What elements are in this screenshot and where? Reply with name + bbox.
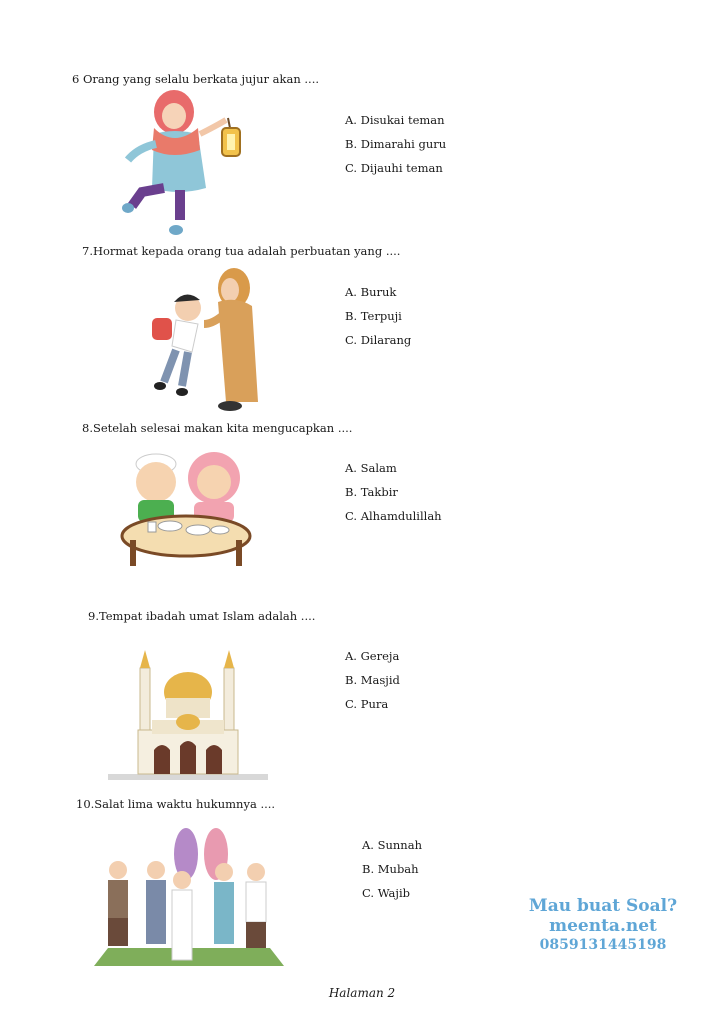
question-9-option-c[interactable]: C. Pura <box>345 697 389 711</box>
question-6-option-a[interactable]: A. Disukai teman <box>345 113 445 127</box>
question-8-option-a[interactable]: A. Salam <box>345 461 397 475</box>
question-10-text: 10.Salat lima waktu hukumnya .... <box>76 797 276 811</box>
question-9-option-b[interactable]: B. Masjid <box>345 673 400 687</box>
question-6-option-c[interactable]: C. Dijauhi teman <box>345 161 443 175</box>
children-at-dining-table-illustration <box>120 450 256 574</box>
boy-kissing-mother-hand-illustration <box>134 266 264 418</box>
question-9-text: 9.Tempat ibadah umat Islam adalah .... <box>88 609 316 623</box>
question-8-option-b[interactable]: B. Takbir <box>345 485 398 499</box>
promo-line-1: Mau buat Soal? <box>528 896 678 916</box>
question-6-option-b[interactable]: B. Dimarahi guru <box>345 137 447 151</box>
question-8-text: 8.Setelah selesai makan kita mengucapkan .... <box>82 421 353 435</box>
question-10-option-c[interactable]: C. Wajib <box>362 886 410 900</box>
question-7-option-a[interactable]: A. Buruk <box>345 285 397 299</box>
question-7-option-b[interactable]: B. Terpuji <box>345 309 402 323</box>
question-7-text: 7.Hormat kepada orang tua adalah perbuatan yang .... <box>82 244 401 258</box>
promo-website: meenta.net <box>549 916 657 936</box>
question-7-option-c[interactable]: C. Dilarang <box>345 333 412 347</box>
page-footer: Halaman 2 <box>328 986 396 1000</box>
question-9-option-a[interactable]: A. Gereja <box>345 649 400 663</box>
mosque-illustration <box>108 640 268 786</box>
girl-with-lantern-illustration <box>118 88 248 244</box>
promo-watermark <box>528 896 678 954</box>
question-6-text: 6 Orang yang selalu berkata jujur akan .... <box>72 72 320 86</box>
people-praying-in-congregation-illustration <box>94 824 284 976</box>
question-8-option-c[interactable]: C. Alhamdulillah <box>345 509 442 523</box>
promo-phone: 0859131445198 <box>539 937 667 953</box>
question-10-option-b[interactable]: B. Mubah <box>362 862 419 876</box>
question-10-option-a[interactable]: A. Sunnah <box>362 838 422 852</box>
